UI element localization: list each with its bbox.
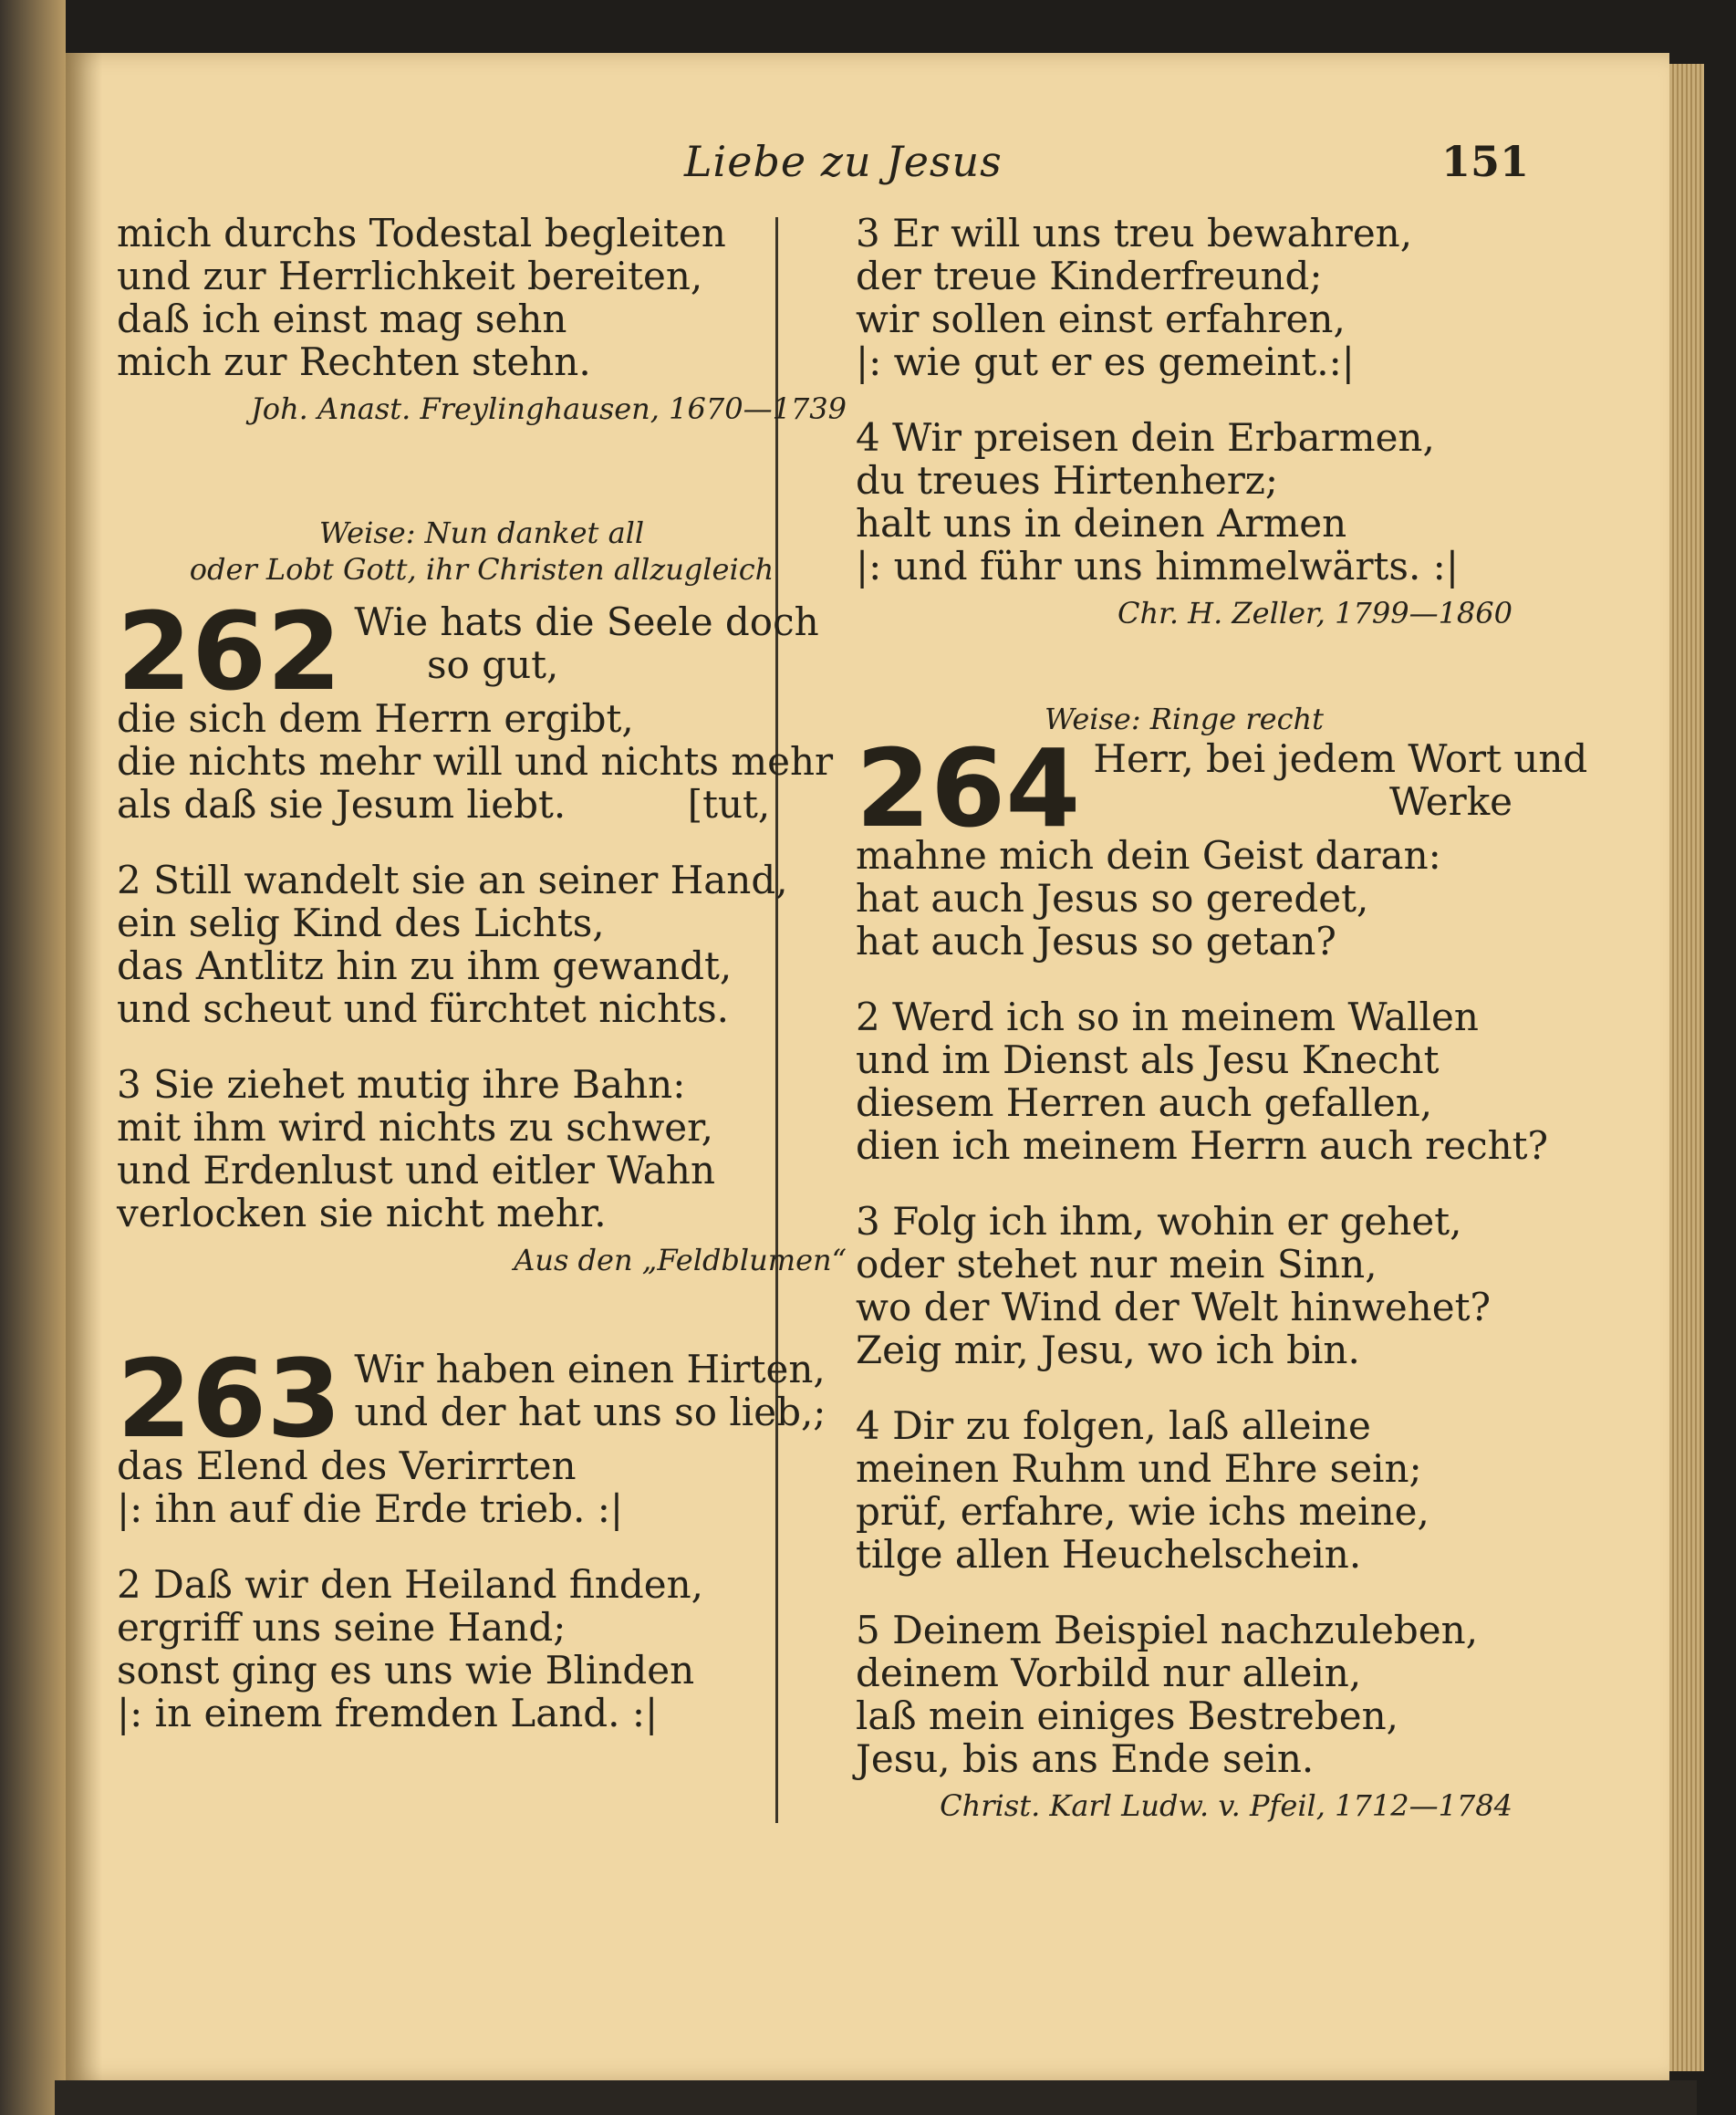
hymn-number: 262 (117, 589, 342, 714)
verse-line: verlocken sie nicht mehr. (117, 1191, 607, 1235)
hymn-head (117, 589, 847, 714)
stanza-3 (117, 1063, 847, 1278)
verse-line: der treue Kinderfreund; (856, 254, 1323, 298)
verse-line: 2 Still wandelt sie an seiner Hand, (117, 858, 788, 902)
verse-line: daß ich einst mag sehn (117, 297, 567, 341)
verse-line: mich durchs Todestal begleiten (117, 211, 726, 255)
continuation-stanza (117, 212, 847, 427)
verse-line: sonst ging es uns wie Blinden (117, 1648, 695, 1693)
bottom-edge (55, 2080, 1697, 2115)
verse-line: prüf, erfahre, wie ichs meine, (856, 1489, 1429, 1534)
verse-line: und scheut und fürchtet nichts. (117, 986, 729, 1031)
stanza-3 (856, 212, 1513, 383)
verse-line: 3 Sie ziehet mutig ihre Bahn: (117, 1062, 686, 1107)
hymn-head (856, 725, 1588, 851)
verse-line: mahne mich dein Geist daran: (856, 833, 1441, 878)
verse-line: 2 Werd ich so in meinem Wallen (856, 995, 1479, 1039)
verse-line: |: und führ uns himmelwärts. :| (856, 544, 1459, 589)
verse-line: wo der Wind der Welt hinwehet? (856, 1285, 1491, 1329)
author-credit: Christ. Karl Ludw. v. Pfeil, 1712—1784 (940, 1788, 1513, 1823)
tune-line: Weise: Ringe recht (1045, 702, 1324, 736)
verse-line: 5 Deinem Beispiel nachzuleben, (856, 1608, 1479, 1652)
stanza-1 (856, 834, 1513, 963)
verse-line: Jesu, bis ans Ende sein. (856, 1736, 1315, 1781)
stanza-2 (117, 1563, 847, 1735)
left-column (117, 212, 847, 1767)
book-binding-edge (0, 0, 66, 2115)
verse-line: |: in einem fremden Land. :| (117, 1691, 659, 1735)
page-number: 151 (1441, 137, 1530, 186)
running-title: Liebe zu Jesus (684, 137, 1003, 186)
verse-line: laß mein einiges Bestreben, (856, 1693, 1399, 1738)
author-credit: Chr. H. Zeller, 1799—1860 (1117, 596, 1513, 630)
tune-line: oder Lobt Gott, ihr Christen allzugleich (189, 552, 774, 587)
verse-line: das Elend des Verirrten (117, 1443, 577, 1488)
verse-line: als daß sie Jesum liebt. [tut, (117, 782, 771, 827)
verse-line: und Erdenlust und eitler Wahn (117, 1148, 716, 1193)
stanza-4 (856, 1404, 1513, 1576)
verse-line: mich zur Rechten stehn. (117, 339, 591, 384)
verse-line: und der hat uns so lieb,; (354, 1390, 826, 1434)
verse-line: dien ich meinem Herrn auch recht? (856, 1123, 1549, 1168)
verse-line: die nichts mehr will und nichts mehr (117, 739, 834, 784)
page-stack-edge (1669, 64, 1704, 2071)
verse-line: so gut, (427, 642, 559, 687)
right-column (856, 211, 1588, 1857)
verse-line: 4 Dir zu folgen, laß alleine (856, 1403, 1371, 1448)
stanza-2 (117, 859, 847, 1030)
verse-line: du treues Hirtenherz; (856, 458, 1279, 503)
verse-line: Herr, bei jedem Wort und (1093, 736, 1588, 781)
verse-line: 4 Wir preisen dein Erbarmen, (856, 415, 1435, 460)
gutter-shadow (66, 53, 102, 2080)
stanza-5 (856, 1609, 1513, 1824)
hymn-264 (856, 701, 1588, 1824)
verse-line: tilge allen Heuchelschein. (856, 1532, 1362, 1577)
verse-line: hat auch Jesus so getan? (856, 919, 1336, 964)
hymn-number: 264 (856, 725, 1081, 851)
verse-line: hat auch Jesus so geredet, (856, 876, 1369, 921)
verse-line: |: ihn auf die Erde trieb. :| (117, 1486, 624, 1531)
verse-line: oder stehet nur mein Sinn, (856, 1242, 1377, 1287)
running-head (0, 137, 1736, 192)
hymn-number: 263 (117, 1336, 342, 1462)
verse-line: Zeig mir, Jesu, wo ich bin. (856, 1328, 1360, 1372)
stanza-3 (856, 1200, 1513, 1371)
stanza-2 (856, 995, 1549, 1168)
verse-line: |: wie gut er es gemeint.:| (856, 339, 1355, 384)
verse-line: meinen Ruhm und Ehre sein; (856, 1446, 1422, 1491)
hymn-262 (117, 515, 847, 1278)
hymn-head (117, 1336, 847, 1462)
verse-line: Werke (1389, 779, 1513, 824)
verse-line: und im Dienst als Jesu Knecht (856, 1037, 1440, 1082)
stanza-4 (856, 416, 1513, 631)
verse-line: mit ihm wird nichts zu schwer, (117, 1105, 713, 1150)
tune-line: Weise: Nun danket all (318, 516, 645, 550)
verse-line: 3 Er will uns treu bewahren, (856, 211, 1413, 255)
verse-line: diesem Herren auch gefallen, (856, 1080, 1433, 1125)
verse-line: Wie hats die Seele doch (354, 599, 819, 644)
verse-line: halt uns in deinen Armen (856, 501, 1347, 546)
author-credit: Aus den „Feldblumen“ (514, 1243, 847, 1277)
verse-line: ein selig Kind des Lichts, (117, 901, 605, 945)
hymn-263 (117, 1336, 847, 1735)
verse-line: und zur Herrlichkeit bereiten, (117, 254, 703, 298)
verse-line: Wir haben einen Hirten, (354, 1347, 826, 1391)
verse-line: wir sollen einst erfahren, (856, 297, 1346, 341)
verse-line: ergriff uns seine Hand; (117, 1605, 567, 1650)
verse-line: deinem Vorbild nur allein, (856, 1651, 1362, 1695)
stanza-1 (117, 697, 847, 826)
verse-line: die sich dem Herrn ergibt, (117, 696, 634, 741)
author-credit: Joh. Anast. Freylinghausen, 1670—1739 (250, 391, 847, 426)
verse-line: 3 Folg ich ihm, wohin er gehet, (856, 1199, 1462, 1244)
verse-line: 2 Daß wir den Heiland finden, (117, 1562, 704, 1607)
verse-line: das Antlitz hin zu ihm gewandt, (117, 943, 733, 988)
